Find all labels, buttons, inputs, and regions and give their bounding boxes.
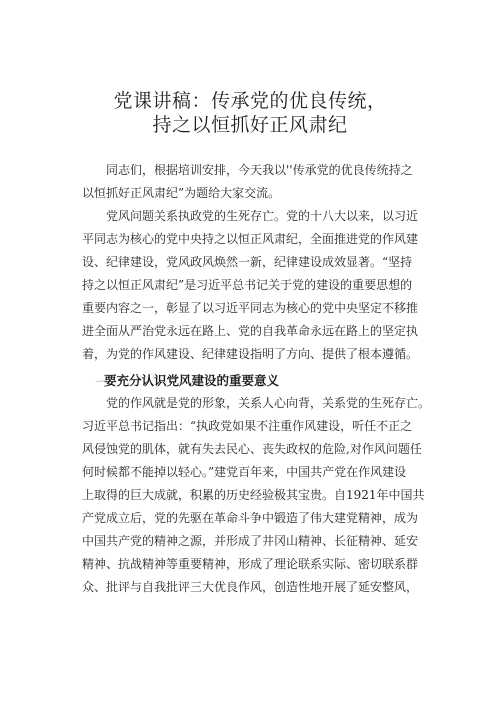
paragraph-2-line-3: 设、纪律建设，党风政风焕然一新，纪律建设成效显著。“坚持	[82, 255, 413, 269]
paragraph-2-line-2: 平同志为核心的党中央持之以恒正风肃纪，全面推进党的作风建	[82, 232, 419, 246]
paragraph-3-line-7: 中国共产党的精神之源，并形成了井冈山精神、长征精神、延安	[82, 534, 419, 548]
paragraph-2-line-1: 党风问题关系执政党的生死存亡。党的十八大以来，以习近	[106, 209, 419, 223]
paragraph-3-line-1: 党的作风就是党的形象，关系人心向背，关系党的生死存亡。	[106, 396, 431, 410]
document-title-line-2: 持之以恒抓好正风肃纪	[152, 114, 348, 136]
paragraph-3-line-6: 产党成立后，党的先驱在革命斗争中锻造了伟大建党精神，成为	[82, 511, 419, 525]
paragraph-2-line-5: 重要内容之一，彰显了以习近平同志为核心的党中央坚定不移推	[82, 301, 419, 315]
paragraph-2-line-7: 着，为党的作风建设、纪律建设指明了方向、提供了根本遵循。	[82, 347, 419, 361]
paragraph-3-line-4: 何时候都不能掉以轻心。”建党百年来，中国共产党在作风建设	[82, 465, 407, 479]
paragraph-3-line-8: 精神、抗战精神等重要精神，形成了理论联系实际、密切联系群	[82, 557, 419, 571]
section-heading-1	[95, 371, 279, 389]
section-heading-number: 一	[95, 378, 104, 388]
paragraph-2-line-4: 持之以恒正风肃纪”是习近平总书记关于党的建设的重要思想的	[82, 278, 413, 292]
section-heading-text: 要充分认识党风建设的重要意义	[104, 373, 280, 388]
paragraph-1-line-1: 同志们，根据培训安排，今天我以''传承党的优良传统持之	[106, 163, 413, 177]
paragraph-3-line-5: 上取得的巨大成就，积累的历史经验极其宝贵。自1921年中国共	[82, 488, 425, 502]
paragraph-3-line-9: 众、批评与自我批评三大优良作风，创造性地开展了延安整风，	[82, 580, 419, 594]
paragraph-2-line-6: 进全面从严治党永远在路上、党的自我革命永远在路上的坚定执	[82, 324, 419, 338]
paragraph-3-line-3: 风侵蚀党的肌体，就有失去民心、丧失政权的危险,对作风问题任	[82, 442, 422, 456]
paragraph-1-line-2: 以恒抓好正风肃纪”为题给大家交流。	[82, 186, 281, 200]
paragraph-3-line-2: 习近平总书记指出：“执政党如果不注重作风建设，听任不正之	[82, 419, 413, 433]
document-title-line-1: 党课讲稿：传承党的优良传统，	[113, 90, 387, 112]
